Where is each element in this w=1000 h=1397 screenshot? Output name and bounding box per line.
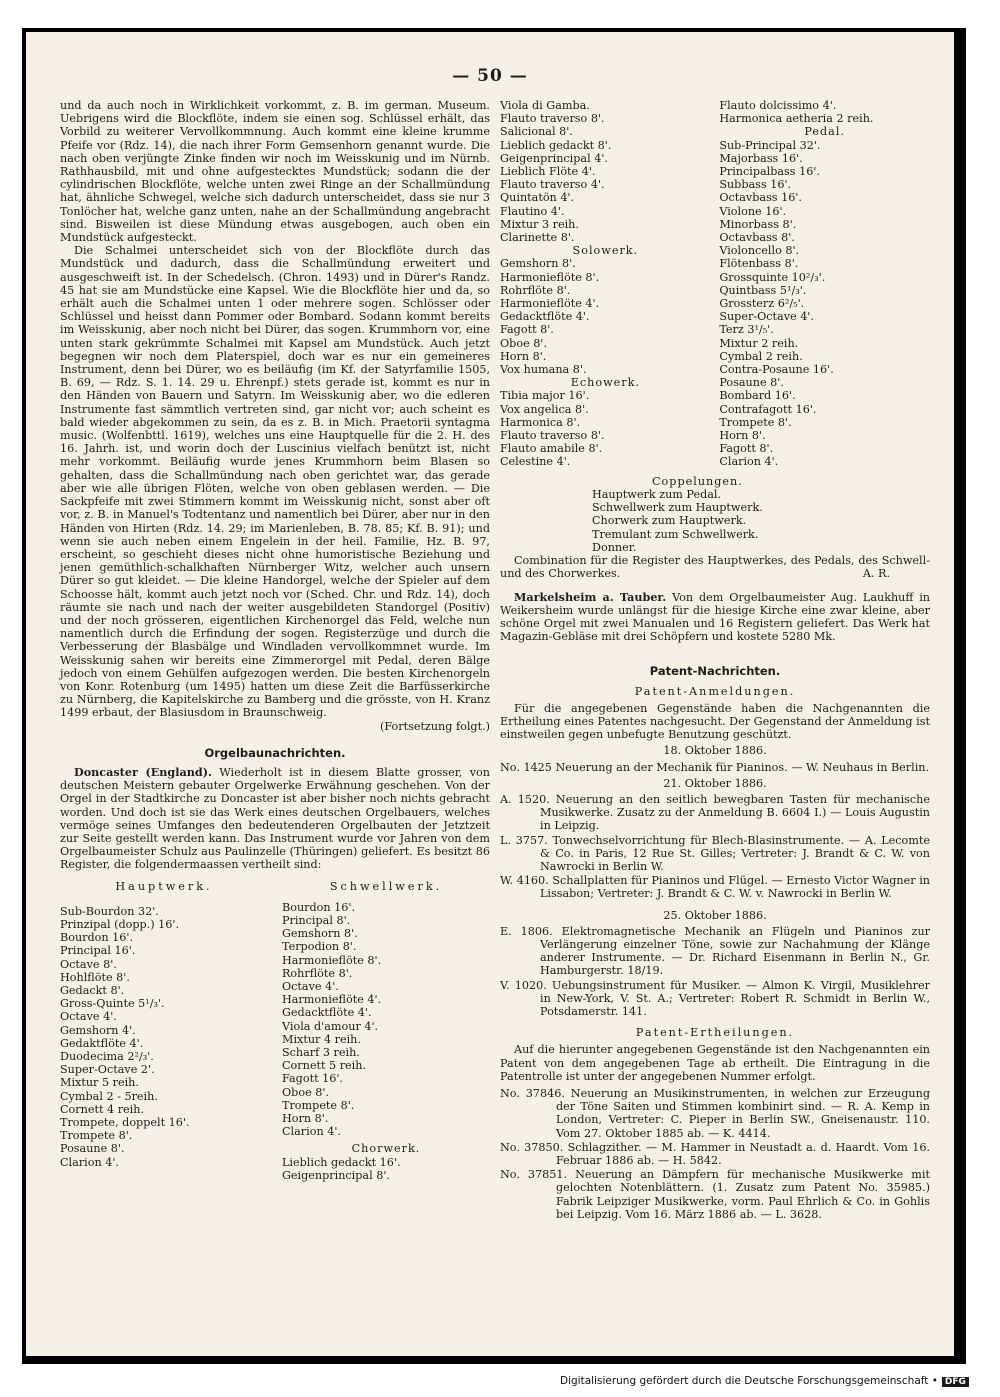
organ-stop: Mixtur 2 reih. [719,336,799,350]
patent-grant-entry: No. 37851. Neuerung an Dämpfern für mechanische Musikwerke mit gelochten Notenblättern. (1. Zusatz zum Patent No. 35985.) Fabrik Leipziger Musikwerke, vorm. Paul Ehrlich & Co. in Gohlis bei Leipzig. Vom 16. März 1886 ab. — L. 3628. [500,1168,930,1221]
organ-stop: Prinzipal (dopp.) 16'. [60,917,180,931]
page-number: — 50 — [452,66,528,86]
date-heading: 25. Oktober 1886. [663,908,767,922]
organ-stop: Harmonieflöte 4'. [282,993,382,1007]
organ-stop: Sub-Principal 32'. [719,138,821,152]
paragraph-text: Von dem Orgelbaumeister Aug. Laukhuff in Weikersheim wurde unlängst für die hiesige Kirche eine zwar kleine, aber schöne Orgel mit zwei Manualen und 16 Registern geliefert. Das Werk hat Magazin-Gebläse mit drei Schöpfern und kostete 5280 Mk. [500,590,930,644]
organ-stop: Principal 8'. [282,913,351,927]
organ-stop: Trompete 8'. [60,1129,133,1143]
organ-stop: Grossterz 6²/₅'. [719,297,805,311]
organ-stop: Flauto dolcissimo 4'. [719,99,837,112]
organ-stop: Trompete 8'. [282,1098,355,1112]
organ-stop: Geigenprincipal 4'. [500,151,608,165]
organ-stop: Oboe 8'. [282,1085,329,1099]
coupling-item: Hauptwerk zum Pedal. [592,487,722,501]
organ-stop: Gemshorn 8'. [282,927,358,941]
organ-stop: Horn 8'. [282,1112,329,1126]
organ-stop: Celestine 4'. [500,455,571,469]
patent-grant-list [500,1087,930,1221]
article-paragraph: und da auch noch in Wirklichkeit vorkommt, z. B. im german. Museum. Uebrigens wird die Blockflöte, indem sie einen sog. Schlüssel erhält, das Vorbild zu weiterer Vervollkommnung. Auch kommt eine kleine krumme Pfeife vor (Rdz. 14), die nach ihrer Form Gemsenhorn genannt wurde. Die nach oben verjüngte Zinke finden wir noch im Weisskunig und im Nürnb. Rathhausbild, mit und ohne aufgestecktes Mundstück; sodann die der cylindrischen Blockflöte, welche unten zwei Ringe an der Schallmündung hat, ähnliche Schwegel, welche sich dadurch unterscheidet, dass sie nur 3 Tonlöcher hat, welche ganz unten, nahe an der Schallmündung angebracht sind. Bisweilen ist diese Mündung etwas ausgebogen, auch oben ein Mundstück aufgesteckt. [60,99,490,245]
stop-list [282,901,490,1139]
organ-stop: Posaune 8'. [60,1142,125,1156]
organ-stop: Gedacktflöte 4'. [500,310,590,324]
organ-stop: Principalbass 16'. [719,165,820,179]
patent-list [500,793,930,901]
organ-stop: Clarion 4'. [60,1155,119,1169]
stop-list [500,257,711,376]
coupling-item: Chorwerk zum Hauptwerk. [592,514,747,528]
signature: A. R. [862,567,890,581]
organ-stop: Clarion 4'. [282,1125,341,1139]
organ-stop: Fagott 8'. [500,323,554,337]
stoplist-continuation [500,99,930,469]
continued-note: (Fortsetzung folgt.) [379,719,490,733]
stop-list [500,99,711,244]
patent-entry: W. 4160. Schallplatten für Pianinos und Flügel. — Ernesto Victor Wagner in Lissabon; Vertreter: J. Brandt & C. W. v. Nawrocki in Berlin W. [500,874,930,901]
date-heading: 21. Oktober 1886. [663,776,767,790]
organ-stop: Tibia major 16'. [500,389,590,403]
hauptwerk-list [60,880,268,1182]
patent-entry: A. 1520. Neuerung an den seitlich bewegbaren Tasten für mechanische Musikwerke. Zusatz zu der Anmeldung B. 6604 I.) — Louis Augustin in Leipzig. [500,792,930,833]
doncaster-paragraph [60,766,490,872]
left-column [60,99,490,1182]
footer-text: Digitalisierung gefördert durch die Deutsche Forschungsgemeinschaft • [560,1375,938,1387]
patent-entry: E. 1806. Elektromagnetische Mechanik an Flügeln und Pianinos zur Verlängerung einzelner Töne, sowie zur Nachahmung der Klänge anderer Instrumente. — Dr. Richard Eisenmann in Berlin N., Gr. Hamburgerstr. 18/19. [500,924,930,978]
dfg-logo: DFG [942,1377,969,1387]
organ-stop: Clarinette 8'. [500,231,575,245]
organ-stop: Fagott 16'. [282,1072,343,1086]
coppelungen-block [500,475,930,554]
organ-stop: Geigenprincipal 8'. [282,1168,390,1182]
organ-stop: Flauto traverso 8'. [500,429,605,443]
organ-stop: Minorbass 8'. [719,217,797,231]
organ-stop: Horn 8'. [500,349,547,363]
organ-stop: Flautino 4'. [500,204,565,218]
organ-stop: Grossquinte 10²/₃'. [719,270,826,284]
organ-stop: Gedackt 8'. [60,984,125,997]
organ-stop: Lieblich gedackt 16'. [282,1155,401,1169]
patent-grant-entry: No. 37850. Schlagzither. — M. Hammer in Neustadt a. d. Haardt. Vom 16. Februar 1886 ab. — H. 5842. [500,1140,930,1168]
organ-stop: Gedacktflöte 4'. [282,1006,372,1020]
organ-stop: Harmonica aetheria 2 reih. [719,112,874,126]
patent-list [500,925,930,1018]
section-heading-orgelbau: Orgelbaunachrichten. [204,745,346,760]
organ-stop: Violone 16'. [719,204,787,218]
stop-list [719,139,930,469]
coupling-item: Donner. [592,540,637,554]
organ-stop: Rohrflöte 8'. [282,966,353,980]
organ-stop: Oboe 8'. [500,336,547,350]
organ-stop: Harmonieflöte 4'. [500,297,600,311]
pedal-title: Pedal. [804,125,845,139]
stoplist-col-b [719,99,930,469]
organ-stop: Flauto amabile 8'. [500,442,603,456]
organ-stop: Lieblich Flöte 4'. [500,165,596,179]
organ-stop: Cymbal 2 reih. [719,349,803,363]
organ-stop: Quintbass 5¹/₃'. [719,283,807,297]
organ-stop: Bourdon 16'. [60,931,134,945]
organ-stop: Flauto traverso 8'. [500,112,605,126]
organ-stop: Duodecima 2²/₃'. [60,1050,154,1064]
organ-stop: Cornett 4 reih. [60,1102,144,1116]
schwellwerk-title: Schwellwerk. [329,879,443,893]
organ-stop: Clarion 4'. [719,455,779,469]
organ-stop: Vox angelica 8'. [500,402,589,416]
organ-stop: Harmonieflöte 8'. [500,270,600,284]
anmeldungen-title: Patent-Anmeldungen. [634,684,796,698]
organ-stop: Flötenbass 8'. [719,257,799,271]
organ-stop: Rohrflöte 8'. [500,283,571,297]
organ-stop: Octave 4'. [282,980,339,993]
organ-stop: Posaune 8'. [719,376,784,390]
stop-list [500,389,711,468]
newspaper-page [26,32,954,1356]
organ-stop: Terz 3¹/₅'. [719,323,774,337]
coppelungen-title: Coppelungen. [652,474,743,488]
organ-stop: Principal 16'. [60,944,136,958]
organ-stop: Salicional 8'. [500,125,573,139]
patent-grant-entry: No. 37846. Neuerung an Musikinstrumenten, in welchen zur Erzeugung der Töne Saiten und Stimmen kombinirt sind. — R. A. Kemp in London, Vertreter: C. Pieper in Berlin SW., Gneisenaustr. 110. Vom 27. Oktober 1885 ab. — K. 4414. [500,1087,930,1140]
organ-stop: Lieblich gedackt 8'. [500,138,612,152]
stop-list [719,99,930,125]
organ-stop: Octavbass 8'. [719,231,795,245]
markelsheim-paragraph [500,591,930,644]
organ-stop: Mixtur 4 reih. [282,1032,361,1046]
organ-stop: Contrafagott 16'. [719,402,817,416]
organ-stop: Bourdon 16'. [282,900,356,914]
organ-stop: Harmonica 8'. [500,415,581,429]
place-name: Doncaster (England). [74,764,212,779]
organ-stop: Contra-Posaune 16'. [719,363,834,377]
stop-list [60,905,268,1169]
anmeldungen-intro: Für die angegebenen Gegenstände haben die Nachgenannten die Ertheilung eines Patentes nachgesucht. Der Gegenstand der Anmeldung ist einstweilen gegen unbefugte Benutzung geschützt. [500,701,930,742]
stoplist-table [60,880,490,1182]
organ-stop: Flauto traverso 4'. [500,178,605,192]
organ-stop: Subbass 16'. [719,178,792,192]
organ-stop: Octave 4'. [60,1010,117,1024]
patent-entry: No. 1425 Neuerung an der Mechanik für Pianinos. — W. Neuhaus in Berlin. [500,760,930,774]
paragraph-text: Wiederholt ist in diesem Blatte grosser, von deutschen Meistern gebauter Orgelwerke Erwähnung geschehen. Von der Orgel in der Stadtkirche zu Doncaster ist aber bisher noch nichts gebracht worden. Und doch ist sie das Werk eines deutschen Orgelbauers, welches vermöge seines Umfanges den bedeutenderen Orgelbauten der Jetztzeit zur Seite gestellt werden kann. Das Instrument wurde vor Jahren von dem Orgelbaumeister Schulz aus Paulinzelle (Thüringen) geliefert. Es besitzt 86 Register, die folgendermaassen vertheilt sind: [60,765,490,872]
solowerk-title: Solowerk. [572,244,639,258]
stop-list [282,1156,490,1182]
organ-stop: Octave 8'. [60,957,117,971]
organ-stop: Gross-Quinte 5¹/₃'. [60,997,165,1011]
patent-list [500,761,930,774]
patent-entry: L. 3757. Tonwechselvorrichtung für Blech-Blasinstrumente. — A. Lecomte & Co. in Paris, 12 Rue St. Gilles; Vertreter: J. Brandt & C. W. von Nawrocki in Berlin W. [500,833,930,873]
organ-stop: Viola di Gamba. [500,99,590,112]
coupling-item: Tremulant zum Schwellwerk. [592,527,759,541]
organ-stop: Mixtur 5 reih. [60,1076,139,1090]
echowerk-title: Echowerk. [570,376,640,390]
organ-stop: Octavbass 16'. [719,191,802,205]
organ-stop: Majorbass 16'. [719,151,803,165]
ertheilungen-intro: Auf die hierunter angegebenen Gegenstände ist den Nachgenannten ein Patent von dem angegebenen Tage ab ertheilt. Die Eintragung in die Patentrolle ist unter der angegebenen Nummer erfolgt. [500,1043,930,1083]
right-column [500,99,930,1222]
footer [560,1375,1000,1387]
organ-stop: Harmonieflöte 8'. [282,953,382,967]
coupling-list [592,488,930,554]
organ-stop: Super-Octave 2'. [60,1063,155,1077]
combination-text: Combination für die Register des Hauptwerkes, des Pedals, des Schwell- und des Chorwerkes. [500,553,930,581]
patent-entry: V. 1020. Uebungsinstrument für Musiker. — Almon K. Virgil, Musiklehrer in New-York, V. St. A.; Vertreter: Robert R. Schmidt in Berlin W., Potsdamerstr. 141. [500,978,930,1018]
organ-stop: Viola d'amour 4'. [282,1019,379,1033]
organ-stop: Scharf 3 reih. [282,1046,360,1060]
organ-stop: Cornett 5 reih. [282,1059,366,1073]
organ-stop: Cymbal 2 - 5reih. [60,1089,158,1103]
organ-stop: Vox humana 8'. [500,363,587,377]
organ-stop: Gemshorn 8'. [500,257,576,271]
organ-stop: Fagott 8'. [719,442,774,456]
organ-stop: Quintatön 4'. [500,191,575,205]
hauptwerk-title: Hauptwerk. [115,879,213,893]
organ-stop: Gemshorn 4'. [60,1023,136,1037]
organ-stop: Sub-Bourdon 32'. [60,904,159,918]
organ-stop: Trompete 8'. [719,415,792,429]
section-heading-patent: Patent-Nachrichten. [649,664,781,679]
date-heading: 18. Oktober 1886. [663,744,767,758]
article-paragraph: Die Schalmei unterscheidet sich von der Blockflöte durch das Mundstück und dadurch, dass die Schallmündung erweitert und ausgeschweift ist. In der Schedelsch. (Chron. 1493) und in Dürer's Randz. 45 hat sie am Mundstücke eine Kapsel. Wie die Blockflöte hier und da, so erhält auch die Schalmei unten 1 oder mehrere sogen. Schlösser oder Schlüssel und heisst dann Pommer oder Bombard. Sodann kommt bereits im Weisskunig, aber noch nicht bei Dürer, das sogen. Krummhorn vor, eine unten stark gekrümmte Schalmei mit Kapsel am Mundstück. Auch jetzt begegnen wir noch dem Platerspiel, doch war es nur ein gemeineres Instrument, denn bei Dürer, wo es beiläufig (im Kf. der Satyrfamilie 1505, B. 69, — Rdz. S. 1. 14. 29 u. Ehrenpf.) stets gerade ist, kommt es nur in den Händen von Bauern und Satyrn. Im Weisskunig aber, wo die edleren Instrumente fast sämmtlich vertreten sind, gar nicht vor; auch scheint es bald wieder abgekommen zu sein, da es z. B. in Mich. Praetorii syntagma music. (Wolfenbttl. 1619), welches uns eine Hauptquelle für die 2. H. des 16. Jahrh. ist, und worin doch der Luscinius vielfach benützt ist, nicht mehr vorkommt. Beiläufig wurde jenes Krummhorn beim Blasen so gehalten, dass die Schallmündung nach oben gerichtet war, das gerade aber wie alle übrigen Flöten, welche von oben geblasen werden. — Die Sackpfeife mit zwei Stimmern kommt im Weisskunig nicht, sonst aber oft vor, z. B. in Manuel's Todtentanz und namentlich bei Dürer, aber nur in den Händen von Hirten (Rdz. 14. 29; im Marienleben, B. 78. 85; Kf. B. 91); und wenn sie auch neben einem Engelein in der heil. Familie, Hz. B. 97, erscheint, so geschieht dieses nicht ohne humoristische Beziehung und jenen gemüthlich-schalkhaften Nürnberger Witz, welcher auch unsern Dürer so gut kleidet. — Die kleine Handorgel, welche der Spieler auf dem Schoosse hält, kommt auch jetzt noch vor (Sched. Chr. und Rdz. 14), doch räumte sie nach und nach der weiter ausgebildeten Standorgel (Positiv) und der noch grösseren, eigentlichen Kirchenorgel das Feld, welche nun namentlich durch die Erfindung der sogen. Registerzüge und durch die Verbesserung der Blasbälge und Windladen vervollkommnet wurde. Im Weisskunig sahen wir bereits eine Zimmerorgel mit Pedal, deren Bälge jedoch von einem Gehülfen aufgezogen werden. Die besten Kirchenorgeln von Konr. Rotenburg (um 1495) hatten um diese Zeit die Barfüsserkirche zu Nürnberg, die Kapitelskirche zu Bamberg und die grösste, von H. Kranz 1499 erbaut, der Blasiusdom in Braunschweig. [60,244,490,720]
organ-stop: Bombard 16'. [719,389,796,403]
organ-stop: Violoncello 8'. [719,244,800,258]
organ-stop: Gedaktflöte 4'. [60,1036,144,1050]
coupling-item: Schwellwerk zum Hauptwerk. [592,501,763,515]
schwellwerk-list [268,880,490,1182]
organ-stop: Horn 8'. [719,429,766,443]
organ-stop: Trompete, doppelt 16'. [60,1116,190,1130]
chorwerk-title: Chorwerk. [351,1142,421,1156]
organ-stop: Super-Octave 4'. [719,310,814,324]
organ-stop: Mixtur 3 reih. [500,217,579,231]
ertheilungen-title: Patent-Ertheilungen. [635,1026,795,1040]
organ-stop: Hohlflöte 8'. [60,970,130,984]
organ-stop: Terpodion 8'. [282,940,357,954]
stoplist-col-a [500,99,711,469]
place-name: Markelsheim a. Tauber. [514,589,667,604]
